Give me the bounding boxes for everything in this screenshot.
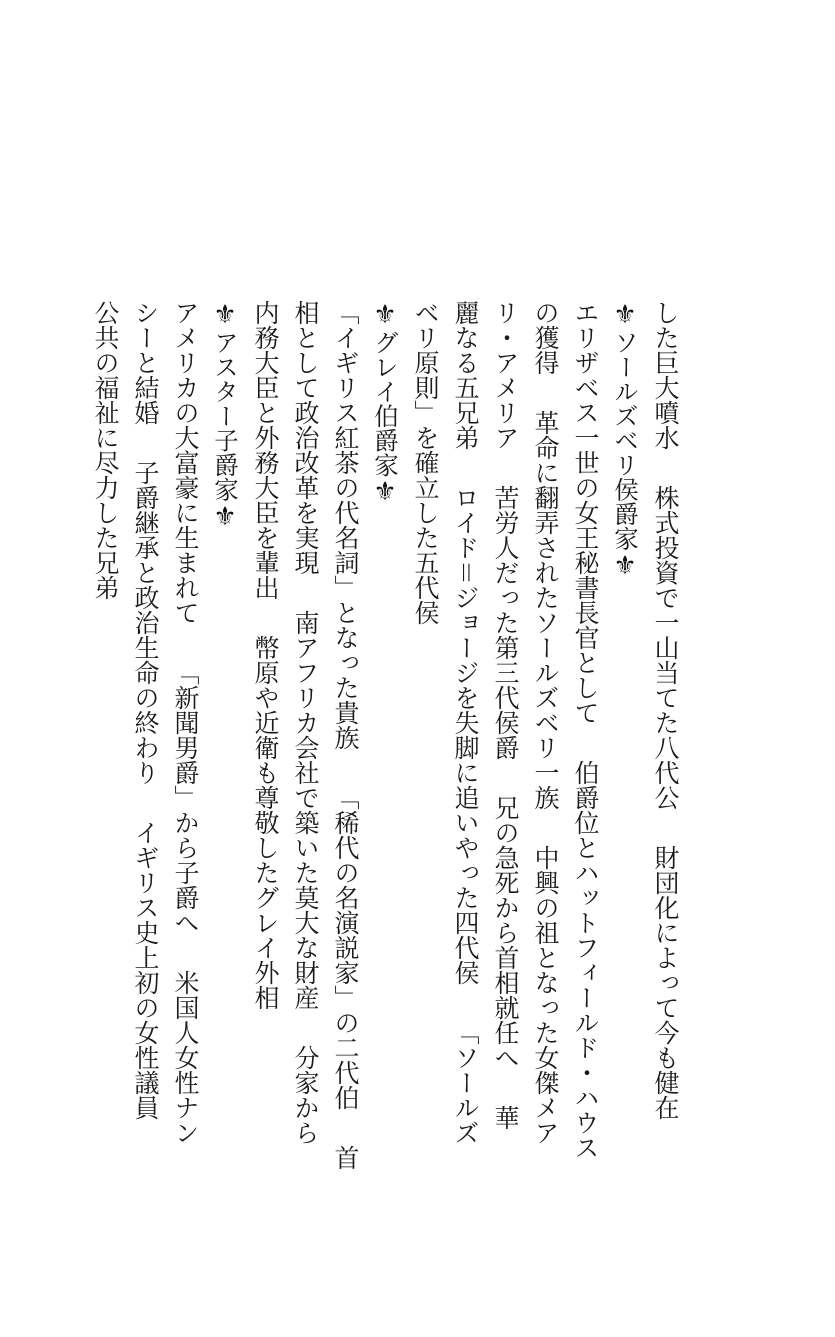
toc-entry: 幣原や近衛も尊敬したグレイ外相: [251, 635, 280, 1010]
toc-entry: シーと結婚: [131, 300, 160, 425]
toc-line: [125, 300, 165, 1120]
fleur-de-lis-icon: ⚜: [370, 300, 400, 330]
toc-line: [245, 300, 285, 1100]
section-heading-astor: [205, 300, 245, 1100]
section-title: アスター子爵家: [211, 330, 240, 502]
toc-line: [565, 300, 605, 1160]
toc-entry: リ・アメリア: [491, 300, 520, 450]
toc-entry: した巨大噴水: [651, 300, 680, 450]
toc-entry: 南アフリカ会社で築いた莫大な財産: [291, 610, 320, 1010]
toc-entry: の獲得: [531, 300, 560, 375]
toc-entry: ベリ原則」を確立した五代侯: [411, 300, 440, 625]
toc-entry: 「稀代の名演説家」の二代伯: [331, 785, 360, 1110]
toc-entry: イギリス史上初の女性議員: [131, 820, 160, 1120]
toc-line: [285, 300, 325, 1145]
section-heading-salisbury: [605, 300, 645, 1100]
toc-entry: 「ソールズ: [451, 1020, 480, 1146]
toc-entry: 内務大臣と外務大臣を輩出: [251, 300, 280, 600]
section-heading-grey: [365, 300, 405, 1100]
toc-entry: 中興の祖となった女傑メア: [531, 845, 560, 1145]
toc-entry: 「新聞男爵」から子爵へ: [171, 660, 200, 935]
toc-entry: 財団化によって今も健在: [651, 845, 680, 1120]
section-title: ソールズベリ侯爵家: [611, 330, 640, 551]
toc-entry: 分家から: [291, 1045, 320, 1145]
toc-entry: 子爵継承と政治生命の終わり: [131, 460, 160, 785]
table-of-contents: [85, 300, 685, 1170]
toc-line: [485, 300, 525, 1130]
fleur-de-lis-icon: ⚜: [210, 501, 240, 532]
toc-entry: 苦労人だった第三代侯爵: [491, 485, 520, 760]
toc-entry: エリザベス一世の女王秘書長官として: [571, 300, 600, 725]
section-title: グレイ伯爵家: [371, 330, 400, 477]
toc-line: [525, 300, 565, 1145]
fleur-de-lis-icon: ⚜: [210, 300, 240, 330]
toc-entry: 「イギリス紅茶の代名詞」となった貴族: [331, 300, 360, 750]
toc-entry: 株式投資で一山当てた八代公: [651, 485, 680, 810]
toc-entry: 兄の急死から首相就任へ: [491, 795, 520, 1070]
toc-entry: 麗なる五兄弟: [451, 300, 480, 450]
toc-entry: 伯爵位とハットフィールド・ハウス: [571, 760, 600, 1160]
toc-line: [85, 300, 125, 1100]
toc-entry: 相として政治改革を実現: [291, 300, 320, 575]
toc-line: [445, 300, 485, 1146]
toc-entry: 米国人女性ナン: [171, 970, 200, 1145]
toc-line: [325, 300, 365, 1170]
toc-line: [165, 300, 205, 1145]
toc-entry: アメリカの大富豪に生まれて: [171, 300, 200, 625]
fleur-de-lis-icon: ⚜: [610, 550, 640, 581]
toc-entry: 革命に翻弄されたソールズベリ一族: [531, 410, 560, 810]
toc-entry: 首: [331, 1145, 360, 1170]
toc-entry: ロイド＝ジョージを失脚に追いやった四代侯: [451, 485, 480, 986]
toc-line: [405, 300, 445, 1100]
toc-entry: 華: [491, 1105, 520, 1130]
fleur-de-lis-icon: ⚜: [370, 477, 400, 507]
fleur-de-lis-icon: ⚜: [610, 300, 640, 330]
toc-entry: 公共の福祉に尽力した兄弟: [91, 300, 120, 600]
toc-line: [645, 300, 685, 1120]
